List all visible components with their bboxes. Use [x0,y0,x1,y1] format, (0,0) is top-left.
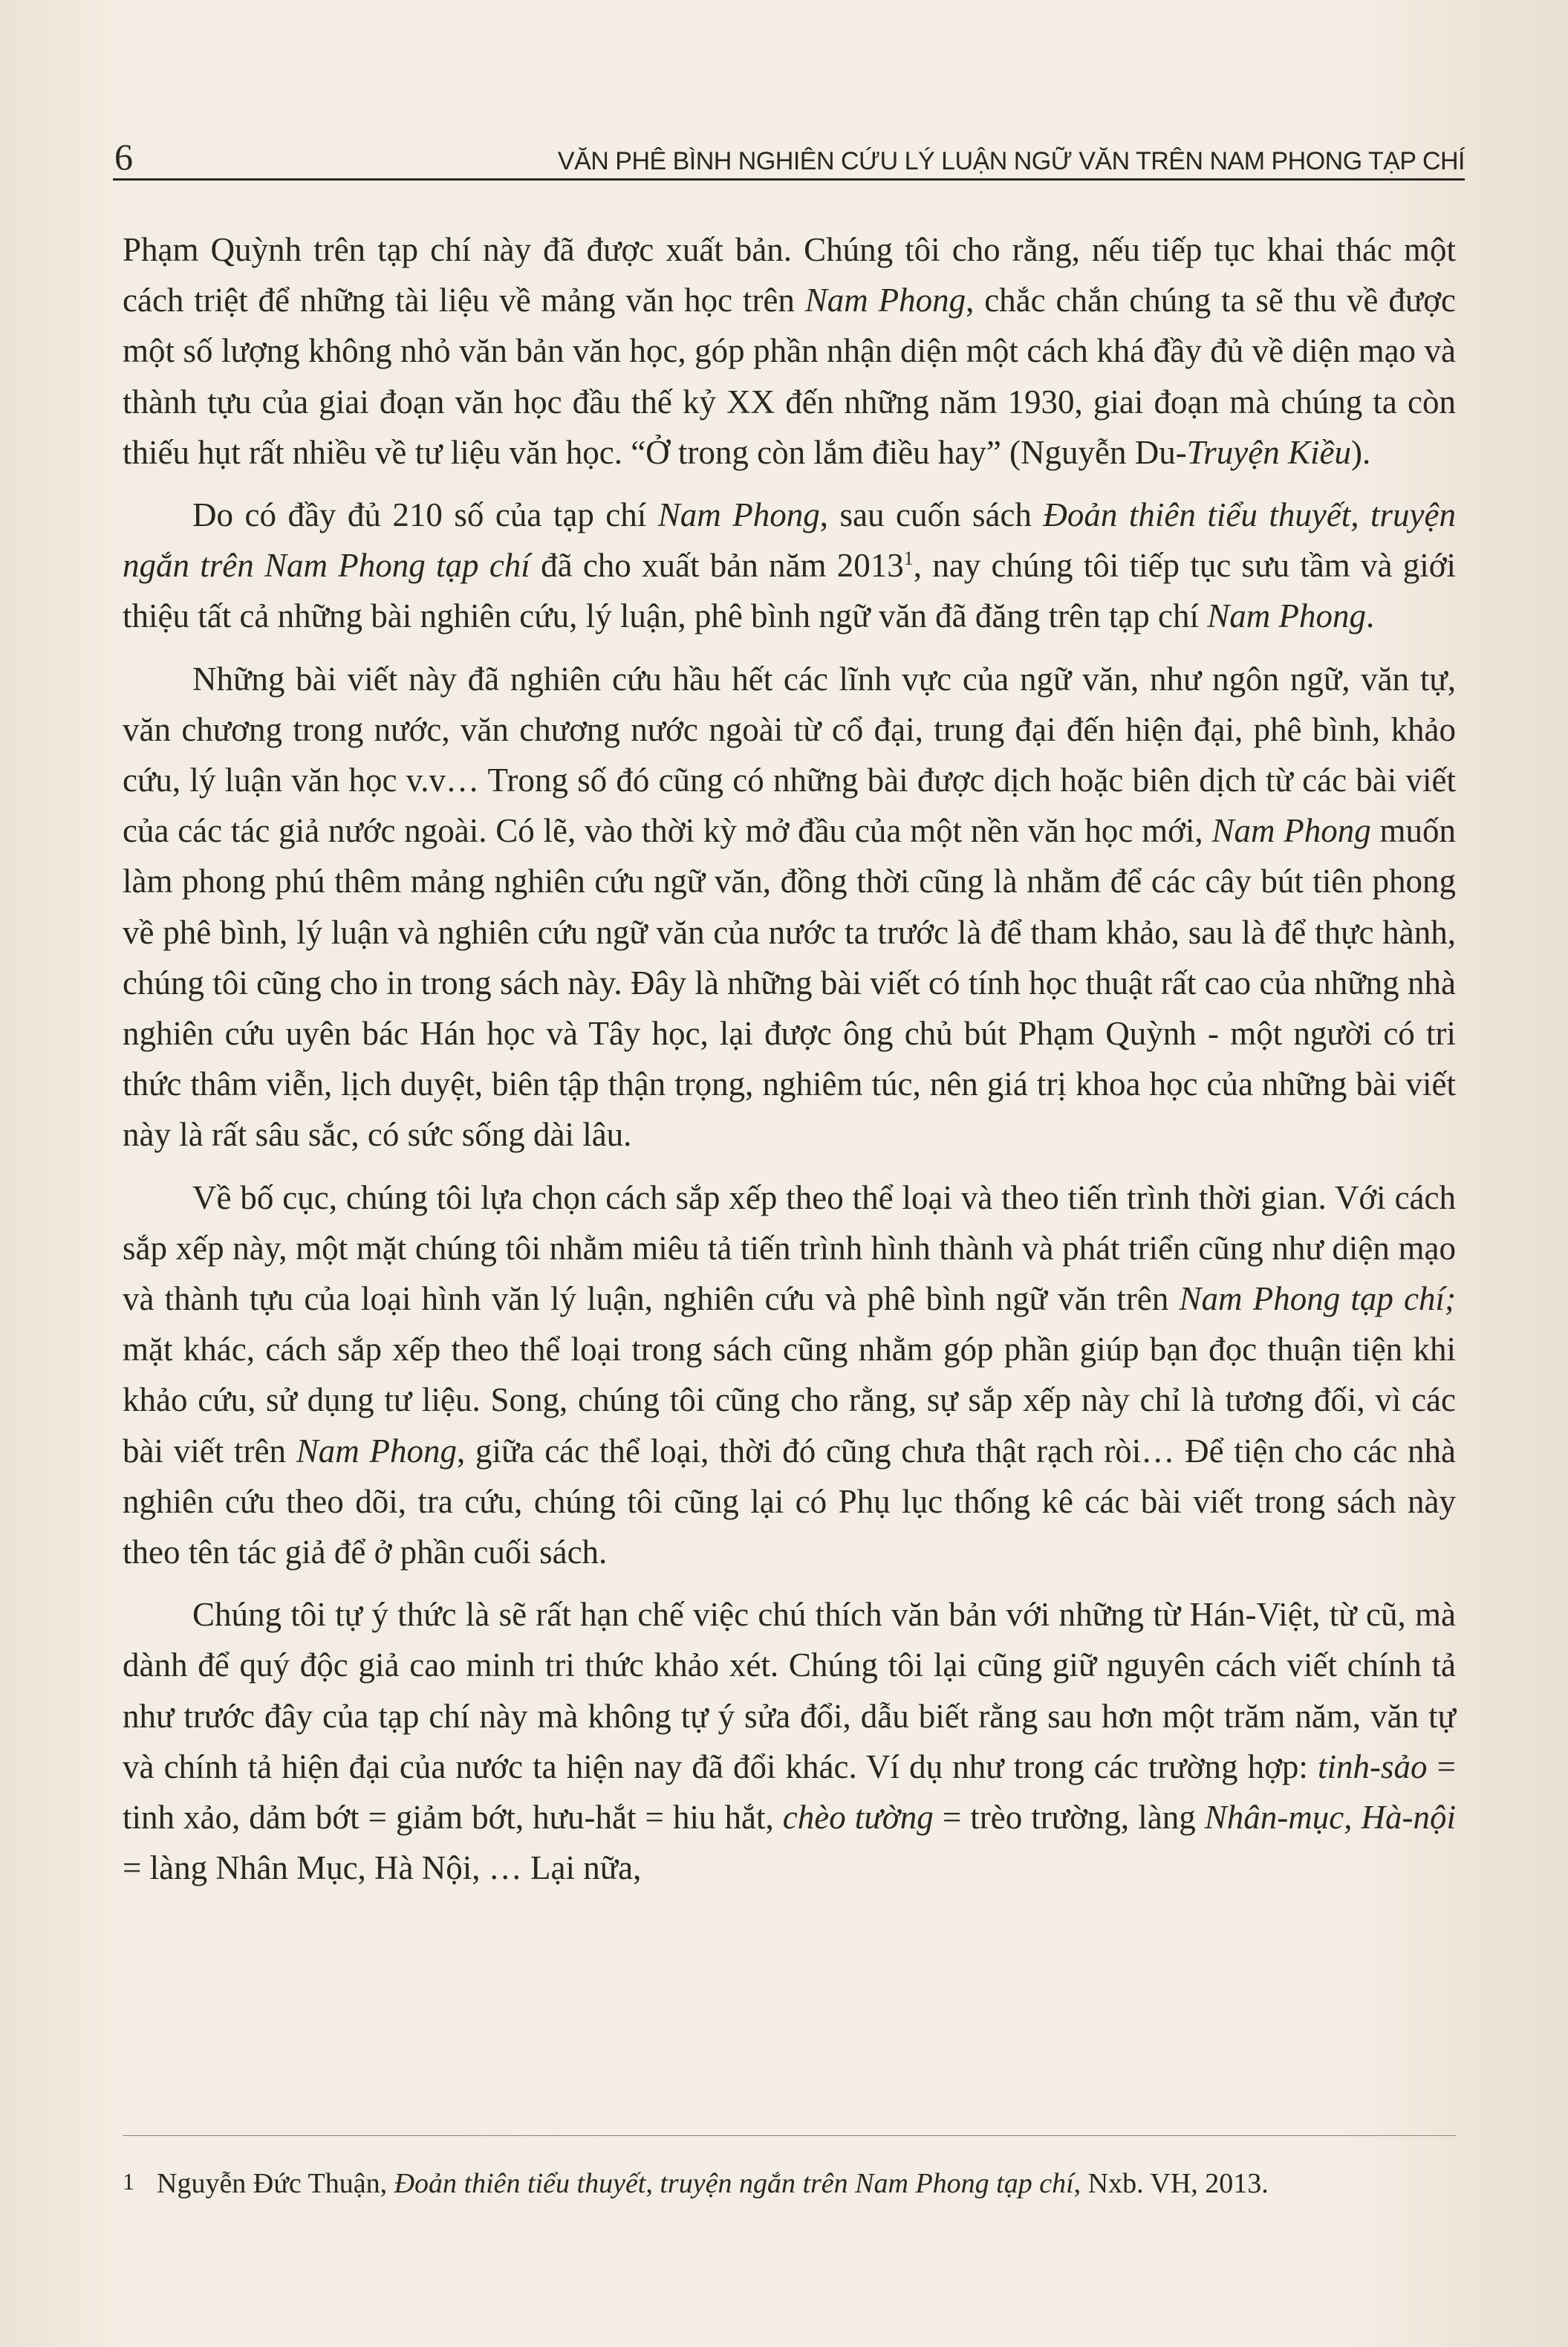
text-run: , sau cuốn sách [819,496,1044,534]
paragraph-2 [123,490,1456,642]
paragraph-4 [123,1172,1456,1578]
footnote-divider [123,2135,1456,2136]
text-run: Những bài viết này đã nghiên cứu hầu hết các lĩnh vực của ngữ văn, như ngôn ngữ, văn tự, văn chương trong nước, văn chương nước ngoài từ cổ đại, trung đại đến hiện đại, phê bình, khảo cứu, lý luận văn học v.v… Trong số đó cũng có những bài được dịch hoặc biên dịch từ các bài viết của các tác giả nước ngoài. Có lẽ, vào thời kỳ mở đầu của một nền văn học mới, [123,660,1456,850]
text-run: , giữa các thể loại, thời đó cũng chưa thật rạch ròi… Để tiện cho các nhà nghiên cứu theo dõi, tra cứu, chúng tôi cũng lại có Phụ lục thống kê các bài viết trong sách này theo tên tác giả để ở phần cuối sách. [123,1432,1457,1571]
text-run: đã cho xuất bản năm 2013 [530,547,904,585]
body-text [123,224,1456,1906]
text-run: = tinh xảo, dảm bớt = giảm bớt, hưu-hắt = hiu hắt, [123,1747,1456,1837]
text-run: Nguyễn Đức Thuận, [157,2168,394,2199]
italic-term: chèo tường [782,1799,934,1837]
text-run: = làng Nhân Mục, Hà Nội, … Lại nữa, [123,1849,642,1887]
text-run: Phạm Quỳnh trên tạp chí này đã được xuất bản. Chúng tôi cho rằng, nếu tiếp tục khai thác một cách triệt để những tài liệu về mảng văn học trên [123,231,1456,319]
text-run: Chúng tôi tự ý thức là sẽ rất hạn chế việc chú thích văn bản với những từ Hán-Việt, từ cũ, mà dành để quý độc giả cao minh tri thức khảo xét. Chúng tôi lại cũng giữ nguyên cách viết chính tả như trước đây của tạp chí này mà không tự ý sửa đổi, dẫu biết rằng sau hơn một trăm năm, văn tự và chính tả hiện đại của nước ta hiện nay đã đổi khác. Ví dụ như trong các trường hợp: [123,1596,1456,1785]
italic-title: Nam Phong tạp chí; [1179,1280,1456,1318]
italic-title: Truyện Kiều [1186,433,1351,471]
italic-term: Nhân-mục, Hà-nội [1204,1799,1456,1837]
text-run: ). [1350,433,1371,471]
italic-title: Nam Phong [296,1432,458,1470]
page-number: 6 [114,136,133,178]
paragraph-3 [123,654,1456,1160]
text-run: , Nxb. VH, 2013. [1073,2168,1269,2199]
italic-title: Đoản thiên tiểu thuyết, truyện ngắn trên Nam Phong tạp chí [394,2168,1074,2199]
italic-term: tinh-sảo [1317,1747,1428,1785]
running-title: VĂN PHÊ BÌNH NGHIÊN CỨU LÝ LUẬN NGỮ VĂN TRÊN NAM PHONG TẠP CHÍ [557,147,1465,175]
text-run: muốn làm phong phú thêm mảng nghiên cứu ngữ văn, đồng thời cũng là nhằm để các cây bút tiên phong về phê bình, lý luận và nghiên cứu ngữ văn của nước ta trước là để tham khảo, sau là để thực hành, chúng tôi cũng cho in trong sách này. Đây là những bài viết có tính học thuật rất cao của những nhà nghiên cứu uyên bác Hán học và Tây học, lại được ông chủ bút Phạm Quỳnh - một người có tri thức thâm viễn, lịch duyệt, biên tập thận trọng, nghiêm túc, nên giá trị khoa học của những bài viết này là rất sâu sắc, có sức sống dài lâu. [123,812,1457,1154]
text-run: , nay chúng tôi tiếp tục sưu tầm và giới thiệu tất cả những bài nghiên cứu, lý luận, phê bình ngữ văn đã đăng trên tạp chí [123,547,1457,635]
page-header [113,135,1465,181]
italic-title: Nam Phong [804,282,966,319]
text-run: Về bố cục, chúng tôi lựa chọn cách sắp xếp theo thể loại và theo tiến trình thời gian. Với cách sắp xếp này, một mặt chúng tôi nhằm miêu tả tiến trình hình thành và phát triển cũng như diện mạo và thành tựu của loại hình văn lý luận, nghiên cứu và phê bình ngữ văn trên [123,1178,1456,1318]
footnote-marker: 1 [903,548,914,570]
text-run: mặt khác, cách sắp xếp theo thể loại trong sách cũng nhằm góp phần giúp bạn đọc thuận tiện khi khảo cứu, sử dụng tư liệu. Song, chúng tôi cũng cho rằng, sự sắp xếp này chỉ là tương đối, vì các bài viết trên [123,1331,1456,1470]
italic-title: Nam Phong [657,496,820,534]
italic-title: Nam Phong [1211,812,1371,850]
text-run: Do có đầy đủ 210 số của tạp chí [192,496,658,534]
footnote-number: 1 [123,2168,134,2195]
paragraph-5 [123,1589,1456,1893]
text-run: = trèo trường, làng [933,1799,1205,1837]
footnote [123,2161,1456,2204]
paragraph-1 [123,224,1456,478]
italic-title: Đoản thiên tiểu thuyết, truyện ngắn trên Nam Phong tạp chí [123,496,1457,585]
text-run: . [1366,597,1375,635]
italic-title: Nam Phong [1207,597,1367,635]
text-run: , chắc chắn chúng ta sẽ thu về được một số lượng không nhỏ văn bản văn học, góp phần nhận diện một cách khá đầy đủ về diện mạo và thành tựu của giai đoạn văn học đầu thế kỷ XX đến những năm 1930, giai đoạn mà chúng ta còn thiếu hụt rất nhiều về tư liệu văn học. “Ở trong còn lắm điều hay” (Nguyễn Du- [123,282,1457,471]
